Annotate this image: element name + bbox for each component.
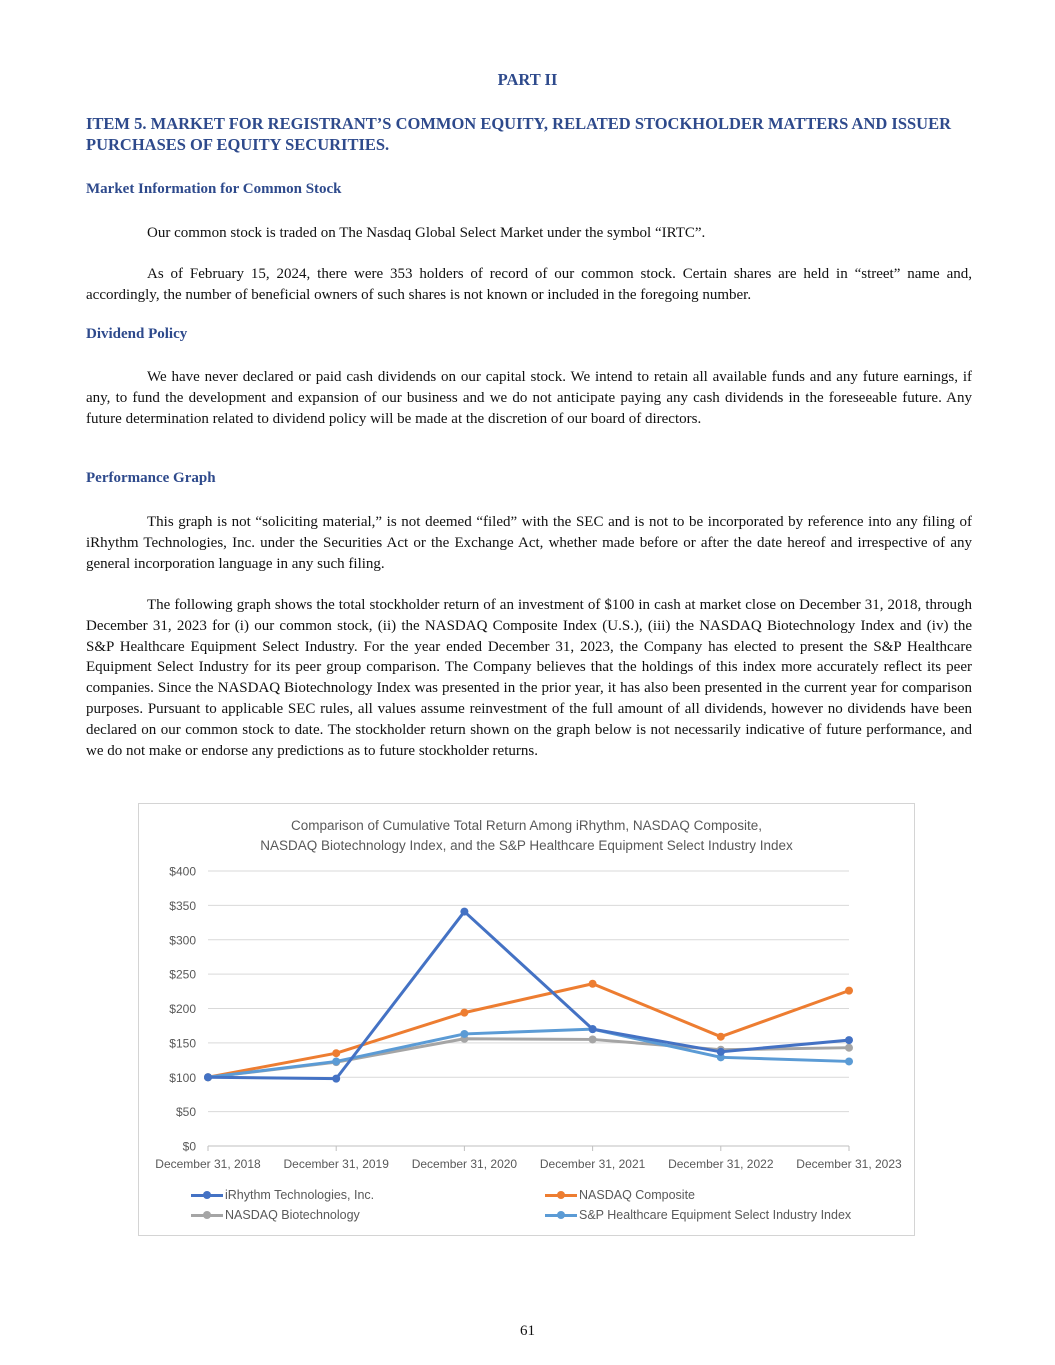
y-tick-label: $100	[169, 1070, 196, 1085]
x-tick-label: December 31, 2022	[668, 1157, 774, 1171]
data-point-marker	[845, 1044, 853, 1052]
legend-line-marker-icon	[545, 1190, 577, 1200]
data-point-marker	[204, 1073, 212, 1081]
dividend-paragraph: We have never declared or paid cash dividends on our capital stock. We intend to retain all available funds and any future earnings, if any, to fund the development and expansion of our business and we do not anticipate paying any cash dividends in the foreseeable future. Any future determination related to dividend policy will be made at the discretion of our board of directors.	[86, 369, 972, 427]
market-info-heading: Market Information for Common Stock	[86, 181, 342, 197]
legend-line-marker-icon	[191, 1190, 223, 1200]
data-point-marker	[717, 1048, 725, 1056]
y-tick-label: $200	[169, 1002, 196, 1016]
data-point-marker	[589, 980, 597, 988]
data-point-marker	[845, 987, 853, 995]
data-point-marker	[845, 1057, 853, 1065]
data-point-marker	[332, 1049, 340, 1057]
data-point-marker	[460, 908, 468, 916]
legend-item-nasdaq-biotech: NASDAQ Biotechnology	[191, 1208, 360, 1222]
part-heading: PART II	[497, 70, 558, 89]
line-chart-plot	[139, 804, 916, 1237]
y-tick-label: $300	[169, 933, 196, 948]
legend-line-marker-icon	[191, 1210, 223, 1220]
x-tick-label: December 31, 2020	[411, 1157, 518, 1171]
data-point-marker	[332, 1075, 340, 1083]
y-tick-label: $50	[175, 1105, 196, 1120]
x-tick-label: December 31, 2018	[155, 1157, 261, 1171]
performance-chart	[138, 803, 915, 1236]
data-point-marker	[589, 1025, 597, 1033]
chart-title: Comparison of Cumulative Total Return Among iRhythm, NASDAQ Composite, NASDAQ Biotechnology Index, and the S&P Healthcare Equipment Select Industry Index	[260, 818, 793, 853]
x-tick-label: December 31, 2023	[796, 1157, 902, 1171]
data-point-marker	[460, 1009, 468, 1017]
y-tick-label: $400	[169, 864, 196, 879]
data-point-marker	[589, 1035, 597, 1043]
data-point-marker	[332, 1057, 340, 1065]
y-tick-label: $350	[169, 898, 196, 913]
legend-item-irhythm: iRhythm Technologies, Inc.	[191, 1188, 374, 1202]
page-number: 61	[520, 1323, 535, 1339]
legend-item-nasdaq-composite: NASDAQ Composite	[545, 1188, 695, 1202]
y-tick-label: $150	[169, 1036, 196, 1051]
performance-paragraph-1: This graph is not “soliciting material,” is not deemed “filed” with the SEC and is not to be incorporated by reference into any filing of iRhythm Technologies, Inc. under the Securities Act or the Exchange Act, whether made before or after the date hereof and irrespective of any general incorporation language in any such filing.	[86, 514, 972, 572]
y-tick-label: $0	[182, 1139, 196, 1154]
market-info-paragraph-2: As of February 15, 2024, there were 353 holders of record of our common stock. Certain shares are held in “street” name and, accordingly, the number of beneficial owners of such shares is not known or included in the foregoing number.	[86, 266, 972, 303]
x-tick-label: December 31, 2021	[539, 1157, 646, 1171]
item-title: ITEM 5. MARKET FOR REGISTRANT’S COMMON EQUITY, RELATED STOCKHOLDER MATTERS AND ISSUER PURCHASES OF EQUITY SECURITIES.	[86, 114, 952, 154]
y-tick-label: $250	[169, 967, 196, 982]
dividend-heading: Dividend Policy	[86, 326, 188, 342]
data-point-marker	[717, 1033, 725, 1041]
x-tick-label: December 31, 2019	[283, 1157, 389, 1171]
legend-item-sp-healthcare: S&P Healthcare Equipment Select Industry Index	[545, 1208, 851, 1222]
series-line	[208, 1029, 849, 1077]
market-info-paragraph-1: Our common stock is traded on The Nasdaq Global Select Market under the symbol “IRTC”.	[147, 225, 706, 241]
performance-heading: Performance Graph	[86, 470, 216, 486]
data-point-marker	[845, 1036, 853, 1044]
performance-paragraph-2: The following graph shows the total stockholder return of an investment of $100 in cash at market close on December 31, 2018, through December 31, 2023 for (i) our common stock, (ii) the NASDAQ Composite Index (U.S.), (iii) the NASDAQ Biotechnology Index and (iv) the S&P Healthcare Equipment Select Industry. For the year ended December 31, 2023, the Company has elected to present the S&P Healthcare Equipment Select Industry for its peer group comparison. The Company believes that the holdings of this index more accurately reflect its peer companies. Since the NASDAQ Biotechnology Index was presented in the prior year, it has also been presented in the current year for comparison purposes. Pursuant to applicable SEC rules, all values assume reinvestment of the full amount of all dividends, however no dividends have been declared on our common stock to date. The stockholder return shown on the graph below is not necessarily indicative of future performance, and we do not make or endorse any predictions as to future stockholder returns.	[86, 597, 972, 759]
series-line	[208, 912, 849, 1079]
data-point-marker	[460, 1030, 468, 1038]
legend-line-marker-icon	[545, 1210, 577, 1220]
